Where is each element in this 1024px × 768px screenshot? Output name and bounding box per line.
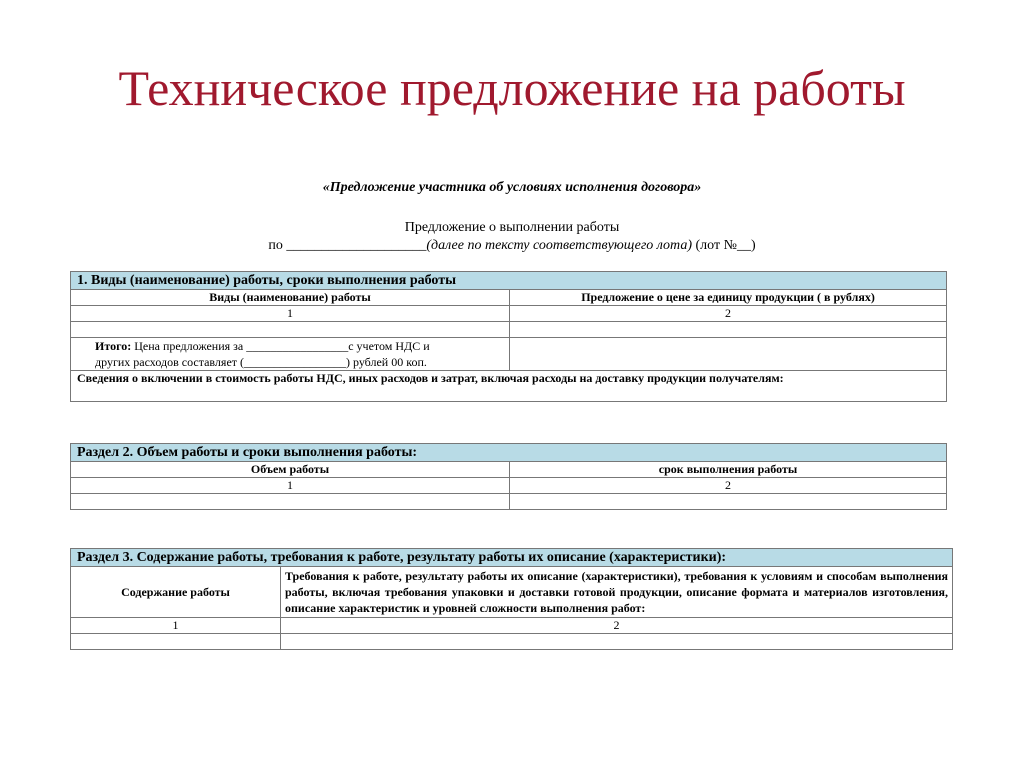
section3-col1-header: Содержание работы xyxy=(71,567,281,618)
section3-table xyxy=(70,548,953,650)
section2-num-2: 2 xyxy=(510,478,947,494)
offer-line-2 xyxy=(0,238,1024,254)
section1-num-1: 1 xyxy=(71,306,510,322)
section1-empty-cell-2 xyxy=(510,322,947,338)
total-label: Итого: xyxy=(95,339,132,353)
section2-col2-header: срок выполнения работы xyxy=(510,462,947,478)
section1-total-cell xyxy=(71,338,510,371)
section1-total-value-cell xyxy=(510,338,947,371)
section2-header: Раздел 2. Объем работы и сроки выполнения работы: xyxy=(71,444,947,462)
section2-empty-cell-1 xyxy=(71,494,510,510)
section1-header: 1. Виды (наименование) работы, сроки выполнения работы xyxy=(71,272,947,290)
section1-num-2: 2 xyxy=(510,306,947,322)
section3-num-1: 1 xyxy=(71,618,281,634)
section2-num-1: 1 xyxy=(71,478,510,494)
section3-empty-cell-2 xyxy=(281,634,953,650)
offer-line-2-suffix: (лот №__) xyxy=(692,238,756,253)
section3-empty-cell-1 xyxy=(71,634,281,650)
section2-col1-header: Объем работы xyxy=(71,462,510,478)
section2-table xyxy=(70,443,947,510)
section3-num-2: 2 xyxy=(281,618,953,634)
offer-line-2-italic: (далее по тексту соответствующего лота) xyxy=(426,238,693,253)
section3-col2-header: Требования к работе, результату работы их описание (характеристики), требования к условиям и способам выполнения работы, включая требования упаковки и доставки готовой продукции, описание формата и материалов изготовления, описание характеристик и уровней сложности выполнения работ: xyxy=(281,567,953,618)
offer-line-2-prefix: по ____________________ xyxy=(268,238,427,253)
section1-col1-header: Виды (наименование) работы xyxy=(71,290,510,306)
offer-line-1: Предложение о выполнении работы xyxy=(404,220,620,235)
document-subtitle: «Предложение участника об условиях исполнения договора» xyxy=(322,180,702,195)
section1-info: Сведения о включении в стоимость работы НДС, иных расходов и затрат, включая расходы на доставку продукции получателям: xyxy=(71,371,947,402)
section2-empty-cell-2 xyxy=(510,494,947,510)
section1-empty-cell-1 xyxy=(71,322,510,338)
section3-header: Раздел 3. Содержание работы, требования к работе, результату работы их описание (характеристики): xyxy=(71,549,953,567)
slide-title: Техническое предложение на работы xyxy=(118,60,906,116)
section1-table xyxy=(70,271,947,402)
total-line-2: других расходов составляет (_________________) рублей 00 коп. xyxy=(95,355,427,369)
section1-col2-header: Предложение о цене за единицу продукции ( в рублях) xyxy=(510,290,947,306)
total-line-1: Цена предложения за _________________с учетом НДС и xyxy=(131,339,430,353)
